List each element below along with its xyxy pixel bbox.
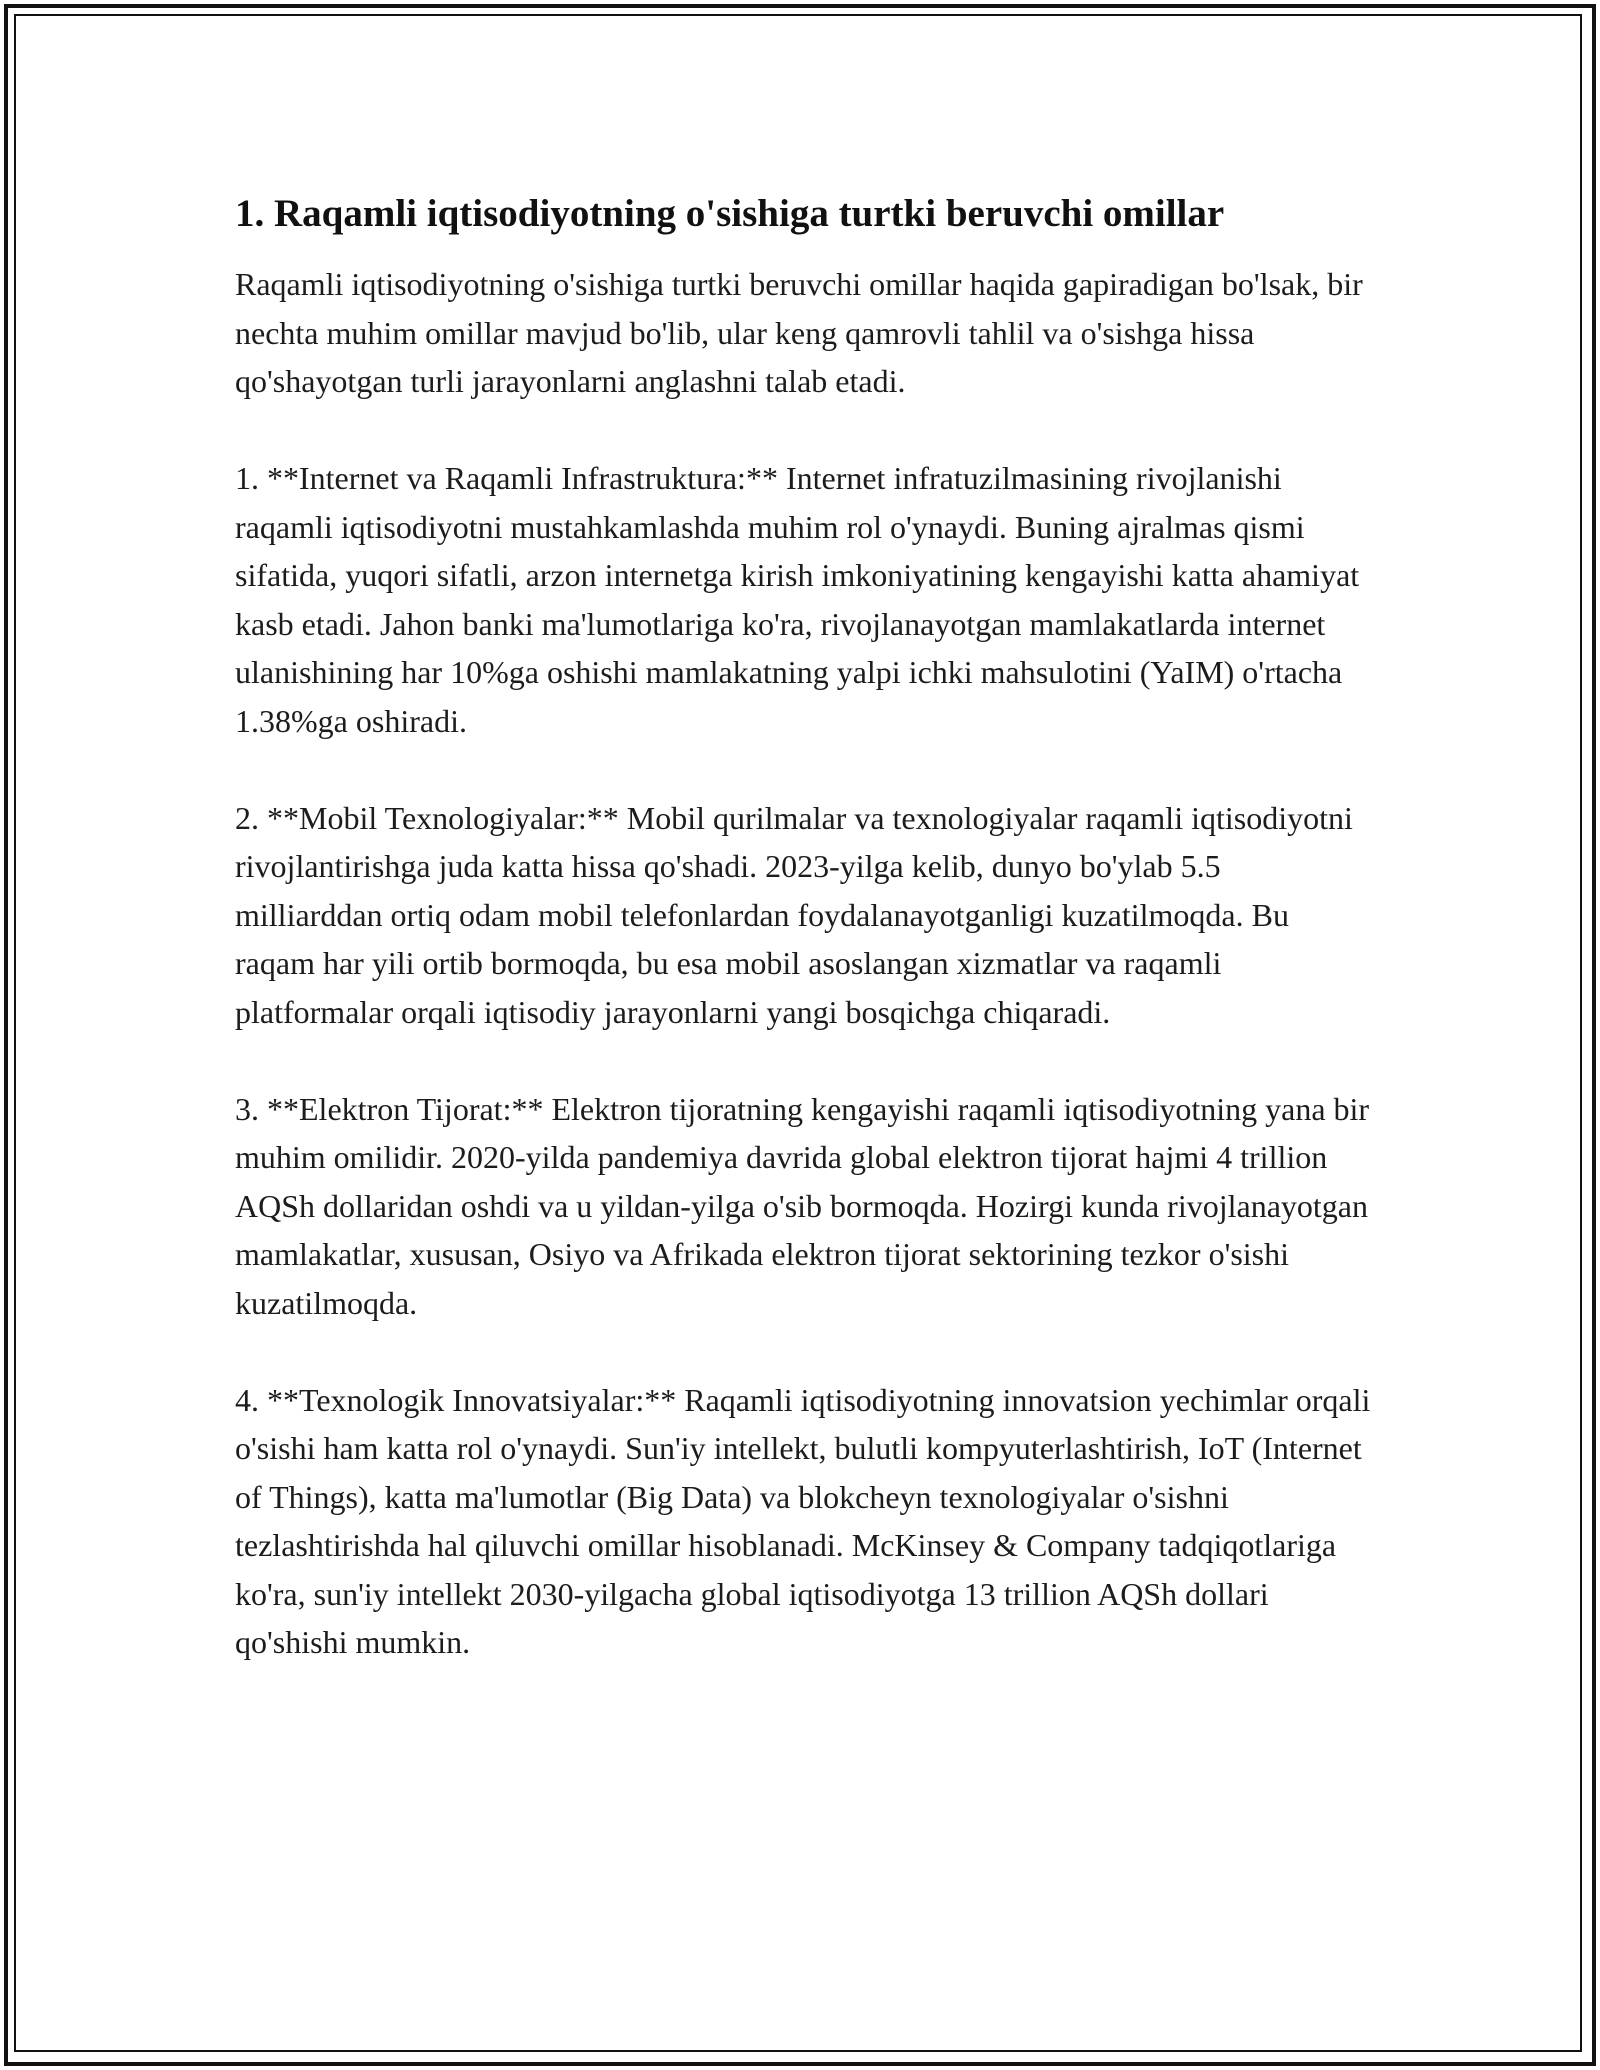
- paragraph-e-commerce: 3. **Elektron Tijorat:** Elektron tijoratning kengayishi raqamli iqtisodiyotning yana bir muhim omilidir. 2020-yilda pandemiya davrida global elektron tijorat hajmi 4 trillion AQSh dollaridan oshdi va u yildan-yilga o'sib bormoqda. Hozirgi kunda rivojlanayotgan mamlakatlar, xususan, Osiyo va Afrikada elektron tijorat sektorining tezkor o'sishi kuzatilmoqda.: [235, 1090, 1370, 1321]
- paragraph-technological-innovations: 4. **Texnologik Innovatsiyalar:** Raqamli iqtisodiyotning innovatsion yechimlar orqali o'sishi ham katta rol o'ynaydi. Sun'iy intellekt, bulutli kompyuterlashtirish, IoT (Internet of Things), katta ma'lumotlar (Big Data) va blokcheyn texnologiyalar o'sishni tezlashtirishda hal qiluvchi omillar hisoblanadi. McKinsey & Company tadqiqotlariga ko'ra, sun'iy intellekt 2030-yilgacha global iqtisodiyotga 13 trillion AQSh dollari qo'shishi mumkin.: [235, 1381, 1371, 1660]
- document-body: [235, 188, 1375, 1715]
- section-heading: 1. Raqamli iqtisodiyotning o'sishiga turtki beruvchi omillar: [235, 192, 1225, 235]
- intro-paragraph: Raqamli iqtisodiyotning o'sishiga turtki beruvchi omillar haqida gapiradigan bo'lsak, bir nechta muhim omillar mavjud bo'lib, ular keng qamrovli tahlil va o'sishga hissa qo'shayotgan turli jarayonlarni anglashni talab etadi.: [235, 266, 1363, 399]
- paragraph-internet-infrastructure: 1. **Internet va Raqamli Infrastruktura:** Internet infratuzilmasining rivojlanishi raqamli iqtisodiyotni mustahkamlashda muhim rol o'ynaydi. Buning ajralmas qismi sifatida, yuqori sifatli, arzon internetga kirish imkoniyatining kengayishi katta ahamiyat kasb etadi. Jahon banki ma'lumotlariga ko'ra, rivojlanayotgan mamlakatlarda internet ulanishining har 10%ga oshishi mamlakatning yalpi ichki mahsulotini (YaIM) o'rtacha 1.38%ga oshiradi.: [235, 460, 1360, 739]
- paragraph-mobile-technologies: 2. **Mobil Texnologiyalar:** Mobil qurilmalar va texnologiyalar raqamli iqtisodiyotni rivojlantirishga juda katta hissa qo'shadi. 2023-yilga kelib, dunyo bo'ylab 5.5 milliarddan ortiq odam mobil telefonlardan foydalanayotganligi kuzatilmoqda. Bu raqam har yili ortib bormoqda, bu esa mobil asoslangan xizmatlar va raqamli platformalar orqali iqtisodiy jarayonlarni yangi bosqichga chiqaradi.: [235, 799, 1353, 1030]
